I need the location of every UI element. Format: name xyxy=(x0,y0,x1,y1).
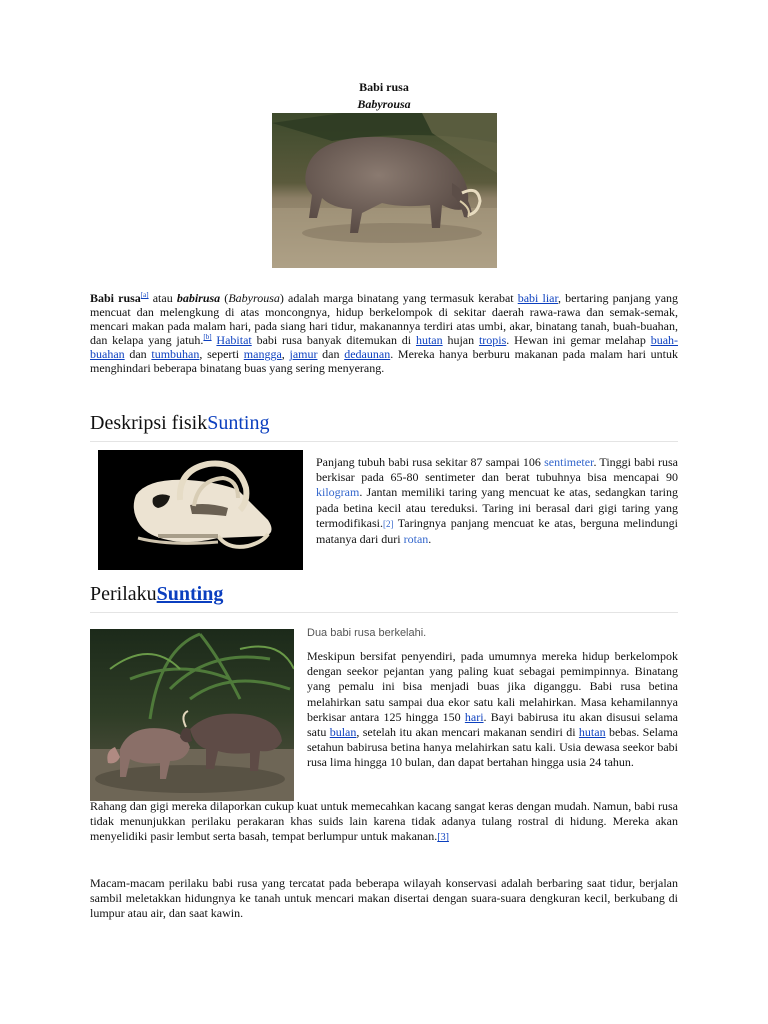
ref-a-link[interactable]: [a] xyxy=(140,291,149,299)
behavior-text: Rahang dan gigi mereka dilaporkan cukup kuat untuk memecahkan kacang sangat keras dengan mudah. Namun, babi rusa tidak menunjukkan perilaku perakaran khas suids lain karena tidak adanya tulang rostral di hidung. Mereka akan menyelidiki pasir lembut serta basah, tempat berlumpur untuk makanan. xyxy=(90,799,678,844)
intro-text: ) adalah marga binatang yang termasuk kerabat xyxy=(279,291,518,305)
behavior-text: , setelah itu akan mencari makanan sendiri di xyxy=(356,725,579,740)
behavior-text: bebas. Selama setahun babirusa betina hanya melahirkan satu kali. Usia dewasa seekor babi rusa lima hingga 10 bulan, dan dapat bertahan hingga usia 24 tahun. xyxy=(307,725,678,770)
link-hari[interactable]: hari xyxy=(464,709,484,724)
link-habitat[interactable]: Habitat xyxy=(216,333,252,347)
link-kilogram[interactable]: kilogram xyxy=(316,485,360,500)
divider xyxy=(90,441,678,442)
link-mangga[interactable]: mangga xyxy=(243,347,282,361)
photo-caption: Dua babi rusa berkelahi. xyxy=(307,627,427,639)
desc-text: Panjang tubuh babi rusa sekitar 87 sampai 106 xyxy=(316,455,545,469)
link-bulan[interactable]: bulan xyxy=(329,725,357,740)
ref-b-link[interactable]: [b] xyxy=(203,333,212,341)
intro-text: , seperti xyxy=(199,347,244,361)
link-hutan[interactable]: hutan xyxy=(415,333,443,347)
edit-link-fisik[interactable]: Sunting xyxy=(207,412,270,434)
intro-text: , bertaring panjang yang mencuat dan melengkung di atas moncongnya, hidup berkelompok di sekitar daerah rawa-rawa dan semak-semak, mencari makan pada malam hari, pada siang hari tidur, makanannya terdiri atas umbi, akar, binatang tanah, buah-buahan, dan kelapa yang jatuh. xyxy=(90,291,679,347)
link-tropis[interactable]: tropis xyxy=(478,333,507,347)
intro-bold-name: Babi rusa xyxy=(90,291,141,305)
intro-text: babi rusa banyak ditemukan di xyxy=(251,333,416,347)
behavior-text: Meskipun bersifat penyendiri, pada umumnya mereka hidup berkelompok dengan seekor pejantan yang paling kuat sebagai pemimpinnya. Binatang yang pemalu ini bisa menjadi buas jika diganggu. Babi rusa betina melahirkan satu sampai dua ekor satu kali melahirkan. Masa kehamilannya berkisar antara 125 hingga 150 xyxy=(307,649,678,724)
heading-text: Deskripsi fisik xyxy=(90,412,208,434)
link-tumbuhan[interactable]: tumbuhan xyxy=(151,347,200,361)
heading-perilaku xyxy=(90,583,678,606)
divider xyxy=(90,612,678,613)
intro-text: atau xyxy=(148,291,177,305)
link-buah-buahan[interactable]: buah-buahan xyxy=(90,333,679,361)
skull-photo xyxy=(98,450,303,570)
behavior-text: . Bayi babirusa itu akan disusui selama satu xyxy=(307,709,678,740)
intro-text: hujan xyxy=(442,333,479,347)
desc-text: . Tinggi babi rusa berkisar pada 65-80 sentimeter dan berat tubuhnya bisa mencapai 90 xyxy=(316,455,679,485)
desc-text: . Jantan memiliki taring yang mencuat ke atas, sedangkan taring pada betina kecil atau tereduksi. Taring ini berasal dari gigi taring yang termodifikasi. xyxy=(316,485,678,530)
heading-text: Perilaku xyxy=(90,583,157,605)
intro-text: , xyxy=(281,347,290,361)
intro-text: dan xyxy=(317,347,345,361)
heading-deskripsi-fisik xyxy=(90,412,678,435)
ref-2-link[interactable]: [2] xyxy=(382,518,394,529)
desc-text: Taringnya panjang mencuat ke atas, berguna melindungi matanya dari duri xyxy=(316,515,678,547)
fighting-photo-image xyxy=(90,629,294,801)
link-sentimeter[interactable]: sentimeter xyxy=(544,455,594,469)
link-hutan-2[interactable]: hutan xyxy=(578,725,606,740)
intro-paragraph xyxy=(90,291,678,375)
intro-text: ( xyxy=(220,291,229,305)
edit-link-perilaku[interactable]: Sunting xyxy=(156,583,224,605)
page-title: Babi rusa xyxy=(359,80,409,94)
behavior-paragraph-2 xyxy=(90,799,678,846)
link-babi-liar[interactable]: babi liar xyxy=(517,291,559,305)
fighting-babirusa-photo xyxy=(90,629,294,801)
intro-italic: Babyrousa xyxy=(228,291,280,305)
intro-text: . Hewan ini gemar melahap xyxy=(506,333,651,347)
intro-bold-italic: babirusa xyxy=(176,291,221,305)
babirusa-photo-image xyxy=(272,113,497,268)
description-paragraph xyxy=(316,455,678,547)
behavior-paragraph-1 xyxy=(307,649,678,771)
babirusa-photo xyxy=(272,113,497,268)
link-dedaunan[interactable]: dedaunan xyxy=(344,347,391,361)
link-jamur[interactable]: jamur xyxy=(289,347,318,361)
infobox-title xyxy=(90,80,678,112)
link-rotan[interactable]: rotan xyxy=(403,532,429,547)
behavior-paragraph-3: Macam-macam perilaku babi rusa yang tercatat pada beberapa wilayah konservasi adalah berbaring saat tidur, berjalan sambil meletakkan hidungnya ke tanah untuk mencari makan disertai dengan suara-suara dengkuran kecil, berkubang di lumpur atau air, dan saat kawin. xyxy=(90,876,678,921)
intro-text: . Mereka hanya berburu makanan pada malam hari untuk menghindari beberapa binatang buas yang sering menyerang. xyxy=(90,347,679,375)
desc-text: . xyxy=(428,532,432,547)
scientific-name: Babyrousa xyxy=(357,97,411,111)
ref-3-link[interactable]: [3] xyxy=(437,832,449,844)
skull-photo-image xyxy=(98,450,303,570)
intro-text: dan xyxy=(124,347,152,361)
